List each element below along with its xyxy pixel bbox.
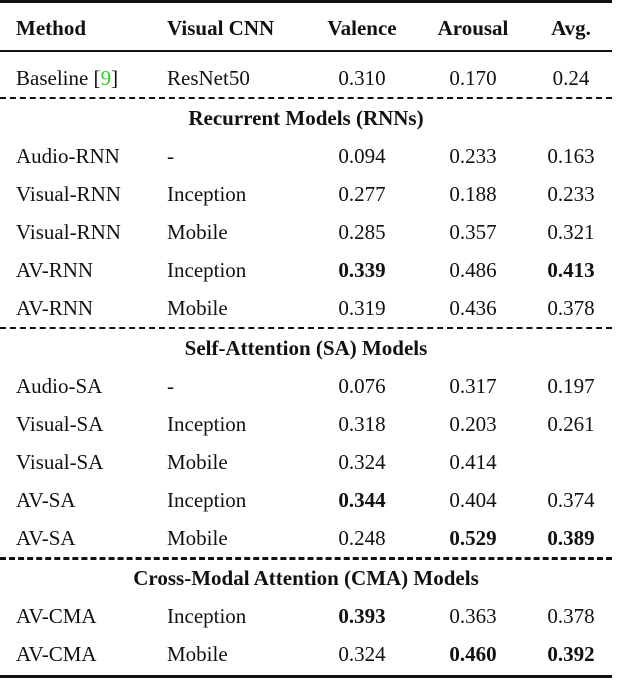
table-row (0, 481, 612, 519)
cell-valence: 0.277 (338, 182, 386, 206)
cell-arousal: 0.357 (449, 220, 497, 244)
cell-valence: 0.324 (338, 450, 386, 474)
cell-arousal: 0.233 (449, 144, 497, 168)
cell-cnn: Inception (167, 182, 247, 206)
header-avg: Avg. (551, 16, 591, 40)
cell-valence: 0.324 (338, 642, 386, 666)
cell-arousal: 0.203 (449, 412, 497, 436)
cell-cnn: - (167, 144, 174, 168)
header-arousal: Arousal (437, 16, 509, 40)
cell-method: AV-CMA (16, 642, 97, 666)
cell-cnn: Mobile (167, 296, 228, 320)
cell-method: AV-CMA (16, 604, 97, 628)
cell-cnn: Mobile (167, 220, 228, 244)
section-title: Self-Attention (SA) Models (184, 336, 428, 360)
header-rule (0, 50, 612, 52)
table-row (0, 597, 612, 635)
cell-cnn: Inception (167, 488, 247, 512)
cell-method: Visual-RNN (16, 220, 121, 244)
cell-cnn: Mobile (167, 642, 228, 666)
cell-avg: 0.374 (547, 488, 595, 512)
baseline-method (16, 59, 118, 97)
cell-valence: 0.094 (338, 144, 386, 168)
table-row (0, 213, 612, 251)
cell-method: Audio-RNN (16, 144, 120, 168)
cell-avg: 0.163 (547, 144, 595, 168)
baseline-label: Baseline [ (16, 66, 101, 90)
cell-arousal: 0.188 (449, 182, 497, 206)
section-title: Recurrent Models (RNNs) (188, 106, 424, 130)
cell-method: AV-SA (16, 526, 76, 550)
table-row (0, 137, 612, 175)
cell-valence: 0.339 (338, 258, 386, 282)
cell-valence: 0.318 (338, 412, 386, 436)
table-row (0, 443, 612, 481)
table-row (0, 405, 612, 443)
bracket: ] (111, 66, 119, 90)
cell-valence: 0.248 (338, 526, 386, 550)
cell-avg: 0.392 (547, 642, 595, 666)
table-row (0, 175, 612, 213)
baseline-cnn: ResNet50 (167, 66, 250, 90)
header-method: Method (16, 16, 86, 40)
cell-valence: 0.344 (338, 488, 386, 512)
cell-avg: 0.389 (547, 526, 595, 550)
cell-method: Visual-SA (16, 450, 104, 474)
cell-arousal: 0.460 (449, 642, 497, 666)
cell-arousal: 0.436 (449, 296, 497, 320)
baseline-row (0, 59, 612, 97)
cell-arousal: 0.486 (449, 258, 497, 282)
cell-avg: 0.413 (547, 258, 595, 282)
cell-arousal: 0.529 (449, 526, 497, 550)
cell-arousal: 0.414 (449, 450, 497, 474)
cell-arousal: 0.363 (449, 604, 497, 628)
top-rule (0, 0, 612, 3)
cell-valence: 0.076 (338, 374, 386, 398)
cell-valence: 0.319 (338, 296, 386, 320)
cell-cnn: Inception (167, 604, 247, 628)
cell-method: Visual-SA (16, 412, 104, 436)
cell-cnn: Mobile (167, 450, 228, 474)
cell-avg: 0.233 (547, 182, 595, 206)
cell-method: AV-RNN (16, 258, 94, 282)
header-row (0, 9, 612, 47)
cell-valence: 0.393 (338, 604, 386, 628)
table-row (0, 289, 612, 327)
cell-cnn: Mobile (167, 526, 228, 550)
cell-method: Visual-RNN (16, 182, 121, 206)
table-row (0, 251, 612, 289)
cell-method: AV-SA (16, 488, 76, 512)
cell-cnn: Inception (167, 412, 247, 436)
cell-cnn: - (167, 374, 174, 398)
cell-avg: 0.378 (547, 604, 595, 628)
cell-avg: 0.197 (547, 374, 595, 398)
cell-avg: 0.321 (547, 220, 595, 244)
cell-avg: 0.261 (547, 412, 595, 436)
table-row (0, 635, 612, 673)
cell-method: AV-RNN (16, 296, 94, 320)
table-row (0, 367, 612, 405)
header-valence: Valence (327, 16, 397, 40)
cell-valence: 0.285 (338, 220, 386, 244)
cell-avg: 0.378 (547, 296, 595, 320)
section-title: Cross-Modal Attention (CMA) Models (133, 566, 479, 590)
table-row (0, 519, 612, 557)
baseline-arousal: 0.170 (449, 66, 497, 90)
baseline-avg: 0.24 (552, 66, 590, 90)
cell-method: Audio-SA (16, 374, 103, 398)
bottom-rule (0, 675, 612, 678)
header-visual-cnn: Visual CNN (167, 16, 275, 40)
cell-arousal: 0.317 (449, 374, 497, 398)
citation-link[interactable]: 9 (100, 66, 112, 90)
cell-cnn: Inception (167, 258, 247, 282)
cell-arousal: 0.404 (449, 488, 497, 512)
baseline-valence: 0.310 (338, 66, 386, 90)
